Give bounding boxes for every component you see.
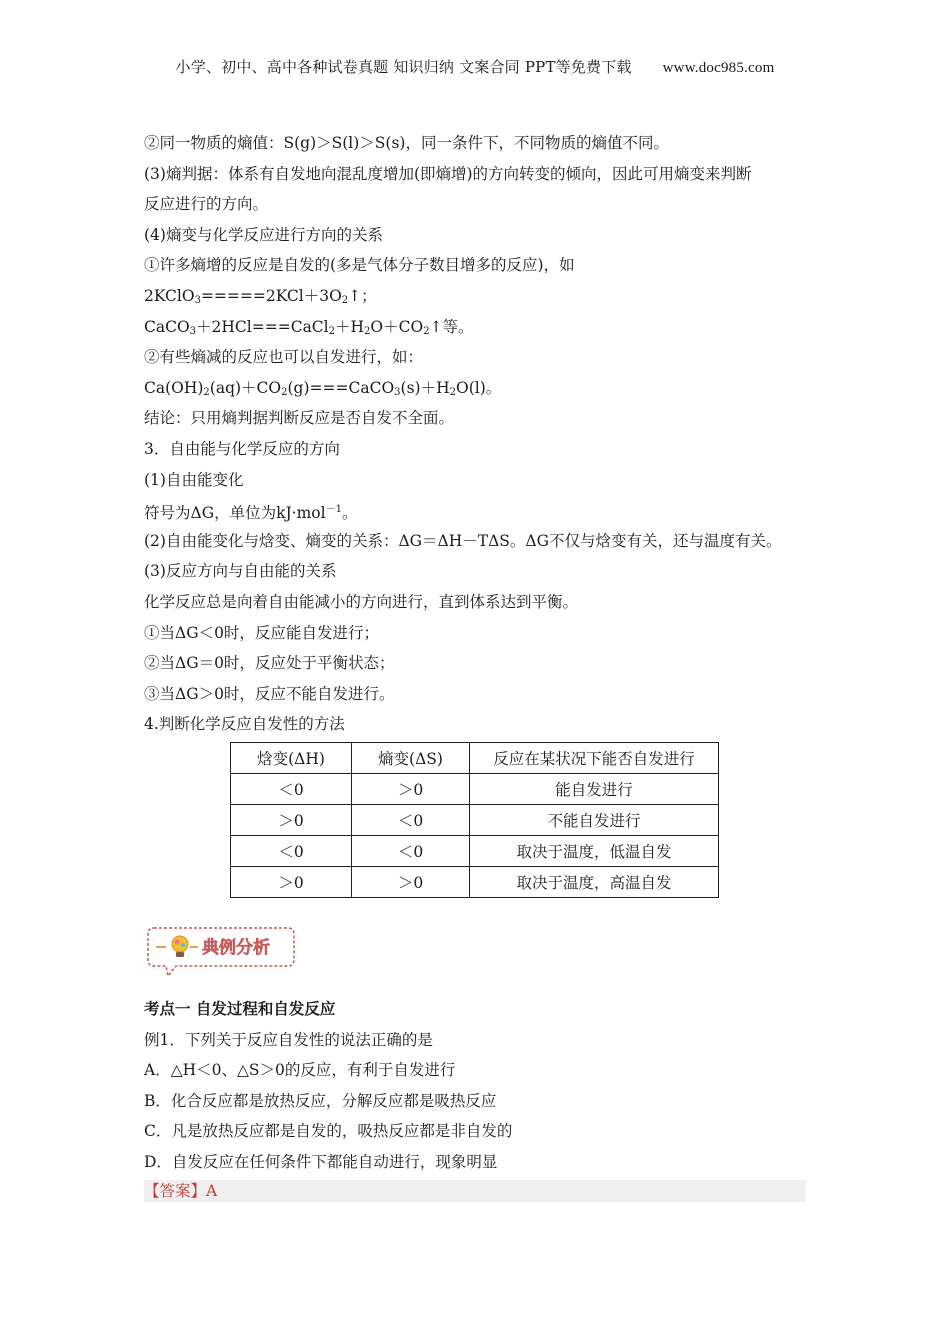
text-line: ②同一物质的熵值：S(g)＞S(l)＞S(s)，同一条件下，不同物质的熵值不同。 xyxy=(144,134,669,152)
text-line: (1)自由能变化 xyxy=(144,470,244,489)
table-row xyxy=(231,804,719,835)
table-cell: 不能自发进行 xyxy=(470,804,719,835)
option-b: B．化合反应都是放热反应，分解反应都是吸热反应 xyxy=(144,1091,497,1110)
text-line: ①许多熵增的反应是自发的(多是气体分子数目增多的反应)，如 xyxy=(144,256,575,275)
table-header: 焓变(ΔH) xyxy=(231,742,352,773)
page-header xyxy=(0,56,950,77)
table-row xyxy=(231,866,719,897)
banner-label: 典例分析 xyxy=(202,938,270,958)
text-line: (3)熵判据：体系有自发地向混乱度增加(即熵增)的方向转变的倾向，因此可用熵变来判断 xyxy=(144,164,752,183)
table-cell: ＞0 xyxy=(231,866,352,897)
section-heading: 4.判断化学反应自发性的方法 xyxy=(144,715,345,734)
option-c: C．凡是放热反应都是自发的，吸热反应都是非自发的 xyxy=(144,1122,513,1141)
spontaneity-table xyxy=(230,742,719,898)
equation-caoh2: $Ca(OH)_2(aq)+CO_2(g)===CaCO_3(s)+H_2O(l)$。 xyxy=(144,378,502,398)
answer-value: A xyxy=(206,1182,218,1200)
header-text: 小学、初中、高中各种试卷真题 知识归纳 文案合同 PPT等免费下载 xyxy=(175,58,632,76)
text-line: ③当ΔG＞0时，反应不能自发进行。 xyxy=(144,684,395,703)
exam-point-title: 考点一 自发过程和自发反应 xyxy=(144,999,336,1018)
option-a: A．△H＜0、△S＞0的反应，有利于自发进行 xyxy=(144,1061,456,1080)
table-cell: ＜0 xyxy=(231,835,352,866)
text-line: (4)熵变与化学反应进行方向的关系 xyxy=(144,225,383,244)
table-row xyxy=(231,835,719,866)
table-header-row xyxy=(231,742,719,773)
table-cell: ＜0 xyxy=(231,773,352,804)
answer-label: 【答案】 xyxy=(144,1182,207,1200)
main-content xyxy=(144,128,824,898)
table-cell: ＜0 xyxy=(352,835,470,866)
text-line: ②有些熵减的反应也可以自发进行，如： xyxy=(144,348,424,367)
text-line: ②当ΔG＝0时，反应处于平衡状态； xyxy=(144,654,395,673)
example-section xyxy=(144,994,824,1178)
option-d: D．自发反应在任何条件下都能自动进行，现象明显 xyxy=(144,1152,498,1171)
text-line: 符号为ΔG，单位为kJ·mol$^{-1}$。 xyxy=(144,504,358,523)
section-heading: 3．自由能与化学反应的方向 xyxy=(144,439,340,458)
text-line: 反应进行的方向。 xyxy=(144,195,269,214)
table-header: 熵变(ΔS) xyxy=(352,742,470,773)
text-line: (3)反应方向与自由能的关系 xyxy=(144,562,337,581)
text-line: ①当ΔG＜0时，反应能自发进行； xyxy=(144,623,379,642)
answer-bar xyxy=(144,1180,806,1202)
table-cell: ＞0 xyxy=(352,866,470,897)
table-header: 反应在某状况下能否自发进行 xyxy=(470,742,719,773)
table-cell: 取决于温度，高温自发 xyxy=(470,866,719,897)
table-cell: ＞0 xyxy=(231,804,352,835)
equation-caco3: $CaCO_3+2HCl===CaCl_2+H_2O+CO_2↑$等。 xyxy=(144,317,474,337)
table-cell: ＞0 xyxy=(352,773,470,804)
header-site: www.doc985.com xyxy=(662,60,775,76)
text-line: (2)自由能变化与焓变、熵变的关系：ΔG＝ΔH－TΔS。ΔG不仅与焓变有关，还与温度有关。 xyxy=(144,531,782,550)
banner-frame xyxy=(146,924,296,980)
table-row xyxy=(231,773,719,804)
equation-kclo3: $2KClO_3=====2KCl+3O_2↑$； xyxy=(144,286,377,306)
table-cell: 取决于温度，低温自发 xyxy=(470,835,719,866)
text-line: 结论：只用熵判据判断反应是否自发不全面。 xyxy=(144,409,455,428)
example-banner xyxy=(146,924,296,980)
question-text: 例1．下列关于反应自发性的说法正确的是 xyxy=(144,1030,433,1049)
table-cell: ＜0 xyxy=(352,804,470,835)
table-cell: 能自发进行 xyxy=(470,773,719,804)
text-line: 化学反应总是向着自由能减小的方向进行，直到体系达到平衡。 xyxy=(144,592,579,611)
